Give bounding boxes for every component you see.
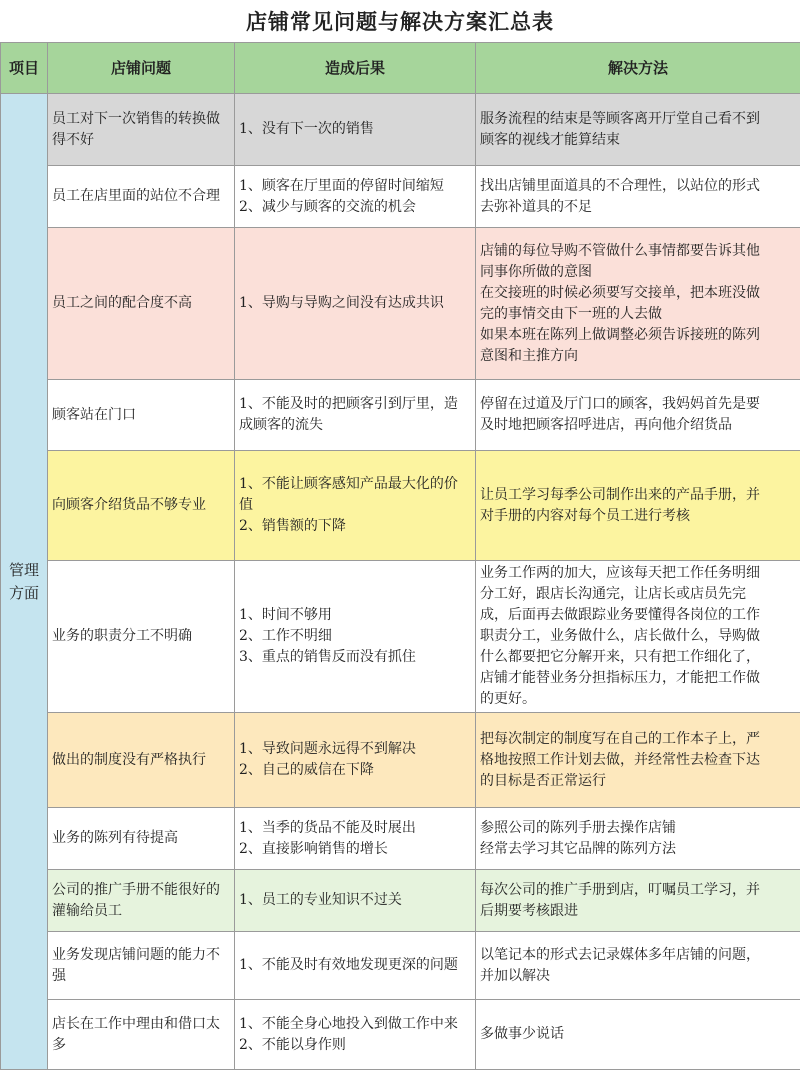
solution-cell-line: 分工好，跟店长沟通完，让店长或店员先完 — [480, 584, 796, 605]
table-row — [1, 1000, 800, 1070]
solution-cell-line: 格地按照工作计划去做，并经常性去检查下达 — [480, 750, 796, 771]
solution-cell-line: 什么都要把它分解开来，只有把工作细化了， — [480, 647, 796, 668]
solution-cell — [476, 808, 800, 870]
consequence-cell-line: 1、时间不够用 — [239, 605, 471, 626]
solution-cell-line: 去弥补道具的不足 — [480, 197, 796, 218]
solution-cell-line: 停留在过道及厅门口的顾客，我妈妈首先是要 — [480, 394, 796, 415]
consequence-cell — [235, 451, 476, 561]
header-problem: 店铺问题 — [48, 43, 235, 94]
consequence-cell — [235, 380, 476, 451]
consequence-cell-line: 1、不能及时的把顾客引到厅里，造 — [239, 394, 471, 415]
consequence-cell-line: 2、工作不明细 — [239, 626, 471, 647]
table-row — [1, 380, 800, 451]
problem-cell-line: 强 — [52, 966, 230, 987]
table-row — [1, 166, 800, 228]
problem-cell-line: 向顾客介绍货品不够专业 — [52, 495, 230, 516]
solution-cell-line: 参照公司的陈列手册去操作店铺 — [480, 818, 796, 839]
problem-cell-line: 业务的职责分工不明确 — [52, 626, 230, 647]
table-row — [1, 561, 800, 713]
consequence-cell-line: 2、减少与顾客的交流的机会 — [239, 197, 471, 218]
consequence-cell-line: 1、不能及时有效地发现更深的问题 — [239, 955, 471, 976]
consequence-cell — [235, 1000, 476, 1070]
solution-cell-line: 同事你所做的意图 — [480, 262, 796, 283]
table-row — [1, 451, 800, 561]
solution-cell-line: 多做事少说话 — [480, 1024, 796, 1045]
table-row — [1, 932, 800, 1000]
category-cell — [1, 94, 48, 1070]
solution-cell — [476, 1000, 800, 1070]
solution-cell-line: 店铺才能替业务分担指标压力，才能把工作做 — [480, 668, 796, 689]
consequence-cell-line: 3、重点的销售反而没有抓住 — [239, 647, 471, 668]
consequence-cell — [235, 870, 476, 932]
solution-cell-line: 并加以解决 — [480, 966, 796, 987]
solution-cell-line: 以笔记本的形式去记录媒体多年店铺的问题， — [480, 945, 796, 966]
solution-cell-line: 职责分工，业务做什么，店长做什么，导购做 — [480, 626, 796, 647]
solution-cell — [476, 561, 800, 713]
solution-cell-line: 服务流程的结束是等顾客离开厅堂自己看不到 — [480, 109, 796, 130]
problem-cell — [48, 713, 235, 808]
solution-cell — [476, 228, 800, 380]
header-row — [1, 43, 800, 94]
problem-cell-line: 店长在工作中理由和借口太 — [52, 1014, 230, 1035]
problem-cell — [48, 451, 235, 561]
solution-cell-line: 的目标是否正常运行 — [480, 771, 796, 792]
solution-cell — [476, 713, 800, 808]
solution-cell — [476, 870, 800, 932]
problem-cell-line: 顾客站在门口 — [52, 405, 230, 426]
table-row — [1, 713, 800, 808]
faq-table — [0, 42, 800, 1070]
problem-cell — [48, 380, 235, 451]
solution-cell-line: 如果本班在陈列上做调整必须告诉接班的陈列 — [480, 325, 796, 346]
solution-cell-line: 业务工作两的加大，应该每天把工作任务明细 — [480, 563, 796, 584]
table-body — [1, 94, 800, 1070]
solution-cell-line: 及时地把顾客招呼进店，再向他介绍货品 — [480, 415, 796, 436]
table-row — [1, 228, 800, 380]
problem-cell-line: 多 — [52, 1035, 230, 1056]
problem-cell-line: 业务的陈列有待提高 — [52, 828, 230, 849]
solution-cell-line: 在交接班的时候必须要写交接单，把本班没做 — [480, 283, 796, 304]
solution-cell — [476, 380, 800, 451]
table-row — [1, 870, 800, 932]
problem-cell — [48, 166, 235, 228]
problem-cell — [48, 228, 235, 380]
problem-cell — [48, 932, 235, 1000]
consequence-cell-line: 2、直接影响销售的增长 — [239, 839, 471, 860]
solution-cell-line: 每次公司的推广手册到店，叮嘱员工学习，并 — [480, 880, 796, 901]
consequence-cell-line: 1、顾客在厅里面的停留时间缩短 — [239, 176, 471, 197]
solution-cell — [476, 94, 800, 166]
solution-cell-line: 对手册的内容对每个员工进行考核 — [480, 506, 796, 527]
problem-cell-line: 业务发现店铺问题的能力不 — [52, 945, 230, 966]
solution-cell-line: 成，后面再去做跟踪业务要懂得各岗位的工作 — [480, 605, 796, 626]
solution-cell-line: 经常去学习其它品牌的陈列方法 — [480, 839, 796, 860]
consequence-cell-line: 2、销售额的下降 — [239, 516, 471, 537]
problem-cell-line: 公司的推广手册不能很好的 — [52, 880, 230, 901]
category-label: 管理方面 — [6, 559, 42, 605]
consequence-cell — [235, 713, 476, 808]
problem-cell — [48, 808, 235, 870]
consequence-cell-line: 1、不能全身心地投入到做工作中来 — [239, 1014, 471, 1035]
consequence-cell-line: 2、自己的威信在下降 — [239, 760, 471, 781]
solution-cell-line: 让员工学习每季公司制作出来的产品手册，并 — [480, 485, 796, 506]
solution-cell-line: 找出店铺里面道具的不合理性，以站位的形式 — [480, 176, 796, 197]
consequence-cell-line: 1、当季的货品不能及时展出 — [239, 818, 471, 839]
problem-cell — [48, 870, 235, 932]
consequence-cell-line: 1、导购与导购之间没有达成共识 — [239, 293, 471, 314]
solution-cell-line: 的更好。 — [480, 689, 796, 710]
solution-cell-line: 顾客的视线才能算结束 — [480, 130, 796, 151]
table-row — [1, 808, 800, 870]
consequence-cell-line: 1、不能让顾客感知产品最大化的价 — [239, 474, 471, 495]
header-category: 项目 — [1, 43, 48, 94]
header-consequence: 造成后果 — [235, 43, 476, 94]
problem-cell-line: 得不好 — [52, 130, 230, 151]
table-row — [1, 94, 800, 166]
solution-cell-line: 意图和主推方向 — [480, 346, 796, 367]
page-title: 店铺常见问题与解决方案汇总表 — [0, 0, 800, 42]
solution-cell — [476, 451, 800, 561]
problem-cell — [48, 561, 235, 713]
consequence-cell — [235, 166, 476, 228]
consequence-cell-line: 1、没有下一次的销售 — [239, 119, 471, 140]
problem-cell-line: 员工对下一次销售的转换做 — [52, 109, 230, 130]
consequence-cell — [235, 932, 476, 1000]
solution-cell-line: 店铺的每位导购不管做什么事情都要告诉其他 — [480, 241, 796, 262]
solution-cell-line: 把每次制定的制度写在自己的工作本子上，严 — [480, 729, 796, 750]
problem-cell — [48, 1000, 235, 1070]
consequence-cell — [235, 808, 476, 870]
header-solution: 解决方法 — [476, 43, 800, 94]
problem-cell-line: 员工在店里面的站位不合理 — [52, 186, 230, 207]
consequence-cell-line: 1、导致问题永远得不到解决 — [239, 739, 471, 760]
consequence-cell-line: 1、员工的专业知识不过关 — [239, 890, 471, 911]
problem-cell — [48, 94, 235, 166]
solution-cell-line: 后期要考核跟进 — [480, 901, 796, 922]
problem-cell-line: 员工之间的配合度不高 — [52, 293, 230, 314]
consequence-cell — [235, 561, 476, 713]
consequence-cell — [235, 228, 476, 380]
consequence-cell — [235, 94, 476, 166]
consequence-cell-line: 值 — [239, 495, 471, 516]
solution-cell — [476, 932, 800, 1000]
solution-cell-line: 完的事情交由下一班的人去做 — [480, 304, 796, 325]
consequence-cell-line: 成顾客的流失 — [239, 415, 471, 436]
consequence-cell-line: 2、不能以身作则 — [239, 1035, 471, 1056]
problem-cell-line: 灌输给员工 — [52, 901, 230, 922]
solution-cell — [476, 166, 800, 228]
problem-cell-line: 做出的制度没有严格执行 — [52, 750, 230, 771]
